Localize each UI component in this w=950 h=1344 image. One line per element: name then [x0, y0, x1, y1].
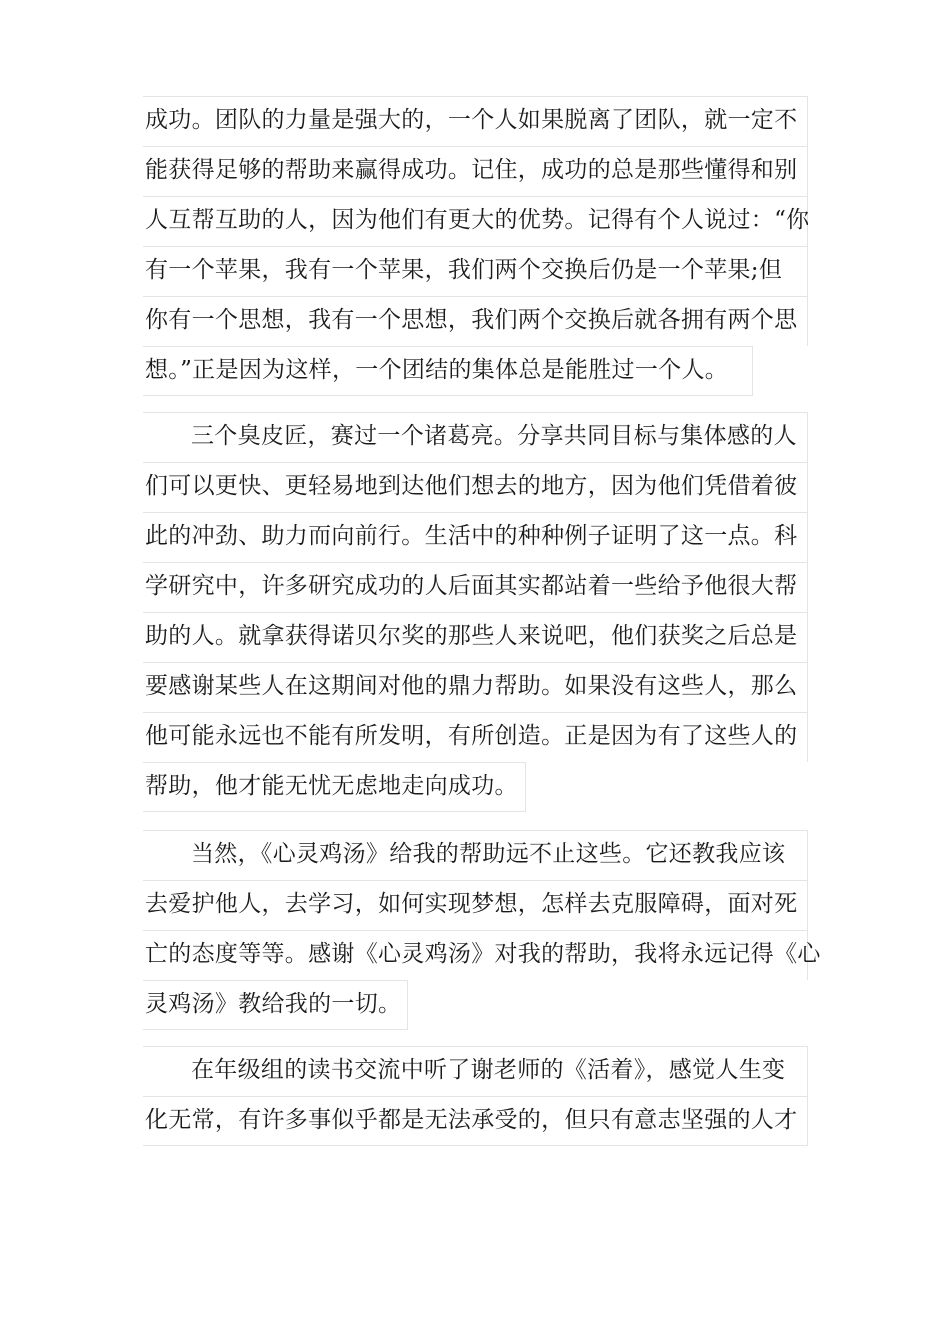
paragraph-three-cobblers: [143, 412, 843, 812]
text-line: 去爱护他人，去学习，如何实现梦想，怎样去克服障碍，面对死: [143, 880, 808, 930]
paragraph-teamwork: [143, 96, 843, 396]
text-line: 你有一个思想，我有一个思想，我们两个交换后就各拥有两个思: [143, 296, 808, 346]
text-line: 人互帮互助的人，因为他们有更大的优势。记得有个人说过：“你: [143, 196, 808, 246]
text-line: 在年级组的读书交流中听了谢老师的《活着》，感觉人生变: [143, 1046, 808, 1096]
text-line: 化无常，有许多事似乎都是无法承受的，但只有意志坚强的人才: [143, 1096, 808, 1146]
text-line: 此的冲劲、助力而向前行。生活中的种种例子证明了这一点。科: [143, 512, 808, 562]
text-line: 他可能永远也不能有所发明，有所创造。正是因为有了这些人的: [143, 712, 808, 762]
text-line: 能获得足够的帮助来赢得成功。记住，成功的总是那些懂得和别: [143, 146, 808, 196]
text-line: 帮助，他才能无忧无虑地走向成功。: [143, 762, 526, 812]
text-line: 助的人。就拿获得诺贝尔奖的那些人来说吧，他们获奖之后总是: [143, 612, 808, 662]
text-line: 亡的态度等等。感谢《心灵鸡汤》对我的帮助，我将永远记得《心: [143, 930, 808, 980]
text-line: 想。”正是因为这样，一个团结的集体总是能胜过一个人。: [143, 346, 753, 396]
text-line: 三个臭皮匠，赛过一个诸葛亮。分享共同目标与集体感的人: [143, 412, 808, 462]
paragraph-to-live: [143, 1046, 843, 1146]
text-line: 要感谢某些人在这期间对他的鼎力帮助。如果没有这些人，那么: [143, 662, 808, 712]
text-line: 成功。团队的力量是强大的，一个人如果脱离了团队，就一定不: [143, 96, 808, 146]
paragraph-chicken-soup: [143, 830, 843, 1030]
text-line: 灵鸡汤》教给我的一切。: [143, 980, 408, 1030]
text-line: 当然，《心灵鸡汤》给我的帮助远不止这些。它还教我应该: [143, 830, 808, 880]
text-line: 学研究中，许多研究成功的人后面其实都站着一些给予他很大帮: [143, 562, 808, 612]
text-line: 们可以更快、更轻易地到达他们想去的地方，因为他们凭借着彼: [143, 462, 808, 512]
text-line: 有一个苹果，我有一个苹果，我们两个交换后仍是一个苹果;但: [143, 246, 808, 296]
